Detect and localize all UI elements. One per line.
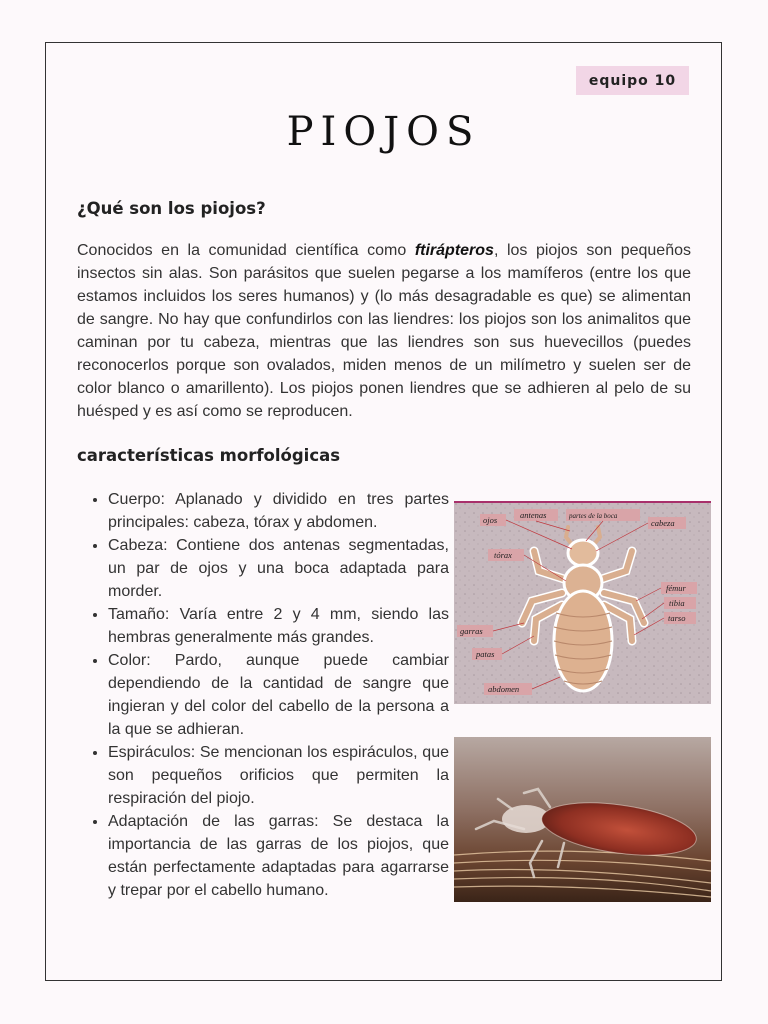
label-partes-boca: partes de la boca	[569, 512, 618, 520]
intro-text-start: Conocidos en la comunidad científica como	[77, 242, 415, 259]
list-item: • Adaptación de las garras: Se destaca la importancia de las garras de los piojos, que están perfectamente adaptadas para agarrarse y trepar por el cabello humano.	[108, 810, 449, 902]
page-title: PIOJOS	[286, 109, 481, 155]
document-page	[45, 42, 722, 981]
features-list	[91, 488, 449, 902]
list-item: • Tamaño: Varía entre 2 y 4 mm, siendo las hembras generalmente más grandes.	[108, 603, 449, 649]
team-badge: equipo 10	[576, 66, 689, 95]
label-antenas: antenas	[520, 510, 547, 520]
list-item: • Cabeza: Contiene dos antenas segmentadas, un par de ojos y una boca adaptada para morder.	[108, 534, 449, 603]
louse-anatomy-svg	[454, 501, 711, 704]
list-item: • Cuerpo: Aplanado y dividido en tres partes principales: cabeza, tórax y abdomen.	[108, 488, 449, 534]
label-tarso: tarso	[668, 613, 686, 623]
label-patas: patas	[476, 649, 495, 659]
intro-paragraph	[77, 239, 691, 423]
list-item: • Color: Pardo, aunque puede cambiar dependiendo de la cantidad de sangre que ingieran y del color del cabello de la persona a la que se adhieran.	[108, 649, 449, 741]
section-heading-what: ¿Qué son los piojos?	[77, 199, 266, 218]
list-item: • Espiráculos: Se mencionan los espiráculos, que son pequeños orificios que permiten la respiración del piojo.	[108, 741, 449, 810]
label-torax: tórax	[494, 550, 512, 560]
label-abdomen: abdomen	[488, 684, 520, 694]
label-garras: garras	[460, 626, 483, 636]
section-heading-morphology: características morfológicas	[77, 446, 341, 465]
label-cabeza: cabeza	[651, 518, 675, 528]
louse-photo	[454, 737, 711, 902]
scientific-name: ftirápteros	[414, 242, 494, 259]
label-femur: fémur	[666, 583, 686, 593]
louse-photo-svg	[454, 737, 711, 902]
label-ojos: ojos	[483, 515, 498, 525]
louse-anatomy-diagram	[454, 501, 711, 704]
intro-text-end: , los piojos son pequeños insectos sin alas. Son parásitos que suelen pegarse a los mamíferos (entre los que estamos incluidos los seres humanos) y (lo más desagradable es que) se alimentan de sangre. No hay que confundirlos con las liendres: los piojos son los animalitos que caminan por tu cabeza, mientras que las liendres son sus huevecillos (puedes reconocerlos porque son ovalados, miden menos de un milímetro y suelen ser de color blanco o amarillento). Los piojos ponen liendres que se adhieren al pelo de su huésped y es así como se reproducen.	[77, 242, 692, 420]
label-tibia: tibia	[669, 598, 685, 608]
